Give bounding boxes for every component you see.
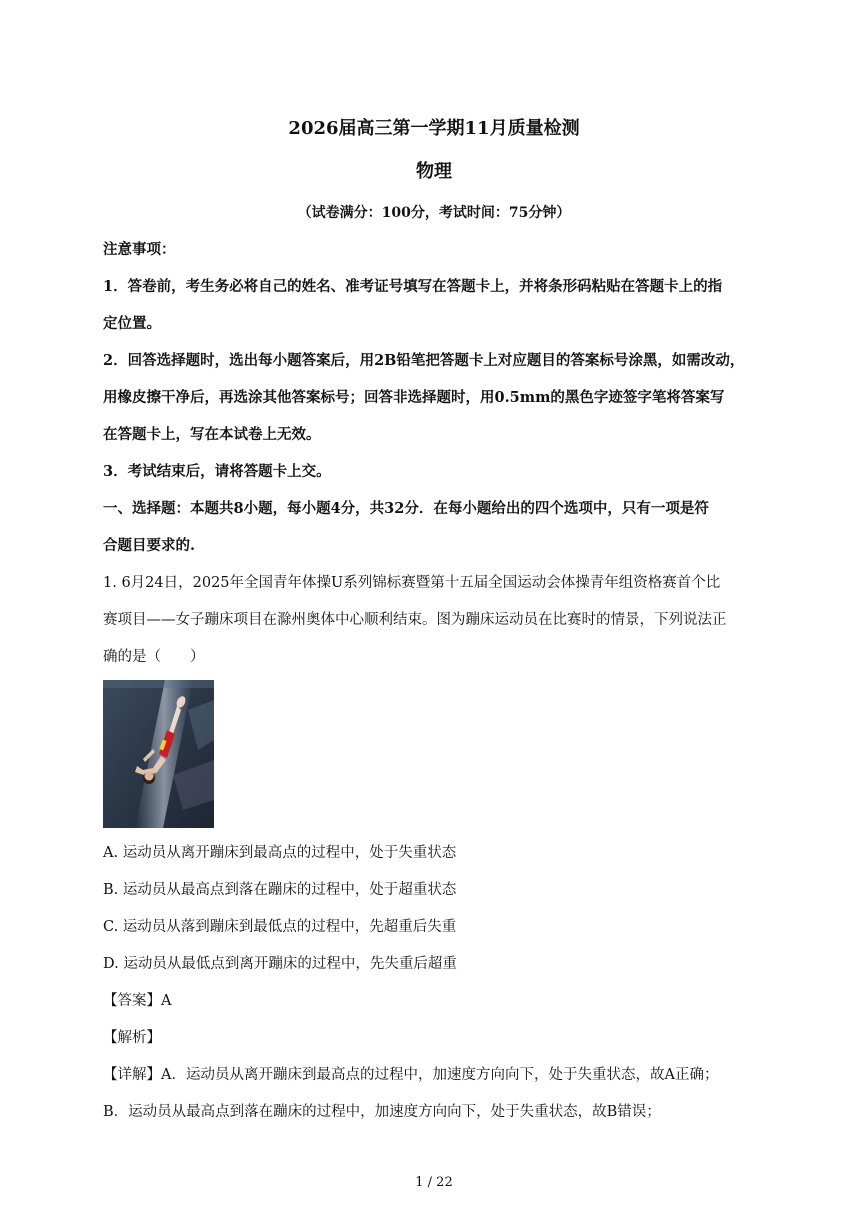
- option-d: D. 运动员从最低点到离开蹦床的过程中，先失重后超重: [103, 956, 457, 972]
- notice-heading: 注意事项：: [103, 241, 176, 258]
- question-stem: 1. 6月24日，2025年全国青年体操U系列锦标赛暨第十五届全国运动会体操青年组资格赛首个比: [103, 575, 721, 591]
- section-heading: 一、选择题：本题共8小题，每小题4分，共32分．在每小题给出的四个选项中，只有一项是符: [103, 500, 709, 517]
- detail-line: 【详解】A．运动员从离开蹦床到最高点的过程中，加速度方向向下，处于失重状态，故A正确；: [103, 1067, 719, 1083]
- question-stem: 赛项目——女子蹦床项目在滁州奥体中心顺利结束。图为蹦床运动员在比赛时的情景，下列说法正: [103, 612, 727, 628]
- notice-line: 在答题卡上，写在本试卷上无效。: [103, 426, 321, 443]
- page-number: 1 / 22: [415, 1175, 453, 1190]
- option-b: B. 运动员从最高点到落在蹦床的过程中，处于超重状态: [103, 882, 457, 898]
- option-a: A. 运动员从离开蹦床到最高点的过程中，处于失重状态: [103, 845, 457, 861]
- exam-title: 2026届高三第一学期11月质量检测: [288, 118, 580, 139]
- notice-line: 3．考试结束后，请将答题卡上交。: [103, 463, 331, 480]
- detail-line: B．运动员从最高点到落在蹦床的过程中，加速度方向向下，处于失重状态，故B错误；: [103, 1104, 661, 1120]
- notice-line: 用橡皮擦干净后，再选涂其他答案标号；回答非选择题时，用0.5mm的黑色字迹签字笔将答案写: [103, 389, 725, 406]
- subject-title: 物理: [416, 161, 452, 182]
- trampoline-athlete-photo: [103, 680, 214, 828]
- notice-line: 2．回答选择题时，选出每小题答案后，用2B铅笔把答题卡上对应题目的答案标号涂黑，如需改动，: [103, 352, 745, 369]
- option-c: C. 运动员从落到蹦床到最低点的过程中，先超重后失重: [103, 919, 457, 935]
- notice-line: 定位置。: [103, 315, 161, 332]
- notice-line: 1．答卷前，考生务必将自己的姓名、准考证号填写在答题卡上，并将条形码粘贴在答题卡上的指: [103, 278, 723, 295]
- analysis-label: 【解析】: [103, 1030, 161, 1046]
- section-heading: 合题目要求的.: [103, 537, 196, 554]
- question-stem: 确的是（ ）: [103, 649, 205, 665]
- exam-info: （试卷满分：100分，考试时间：75分钟）: [297, 205, 571, 221]
- answer-label: 【答案】A: [103, 993, 172, 1009]
